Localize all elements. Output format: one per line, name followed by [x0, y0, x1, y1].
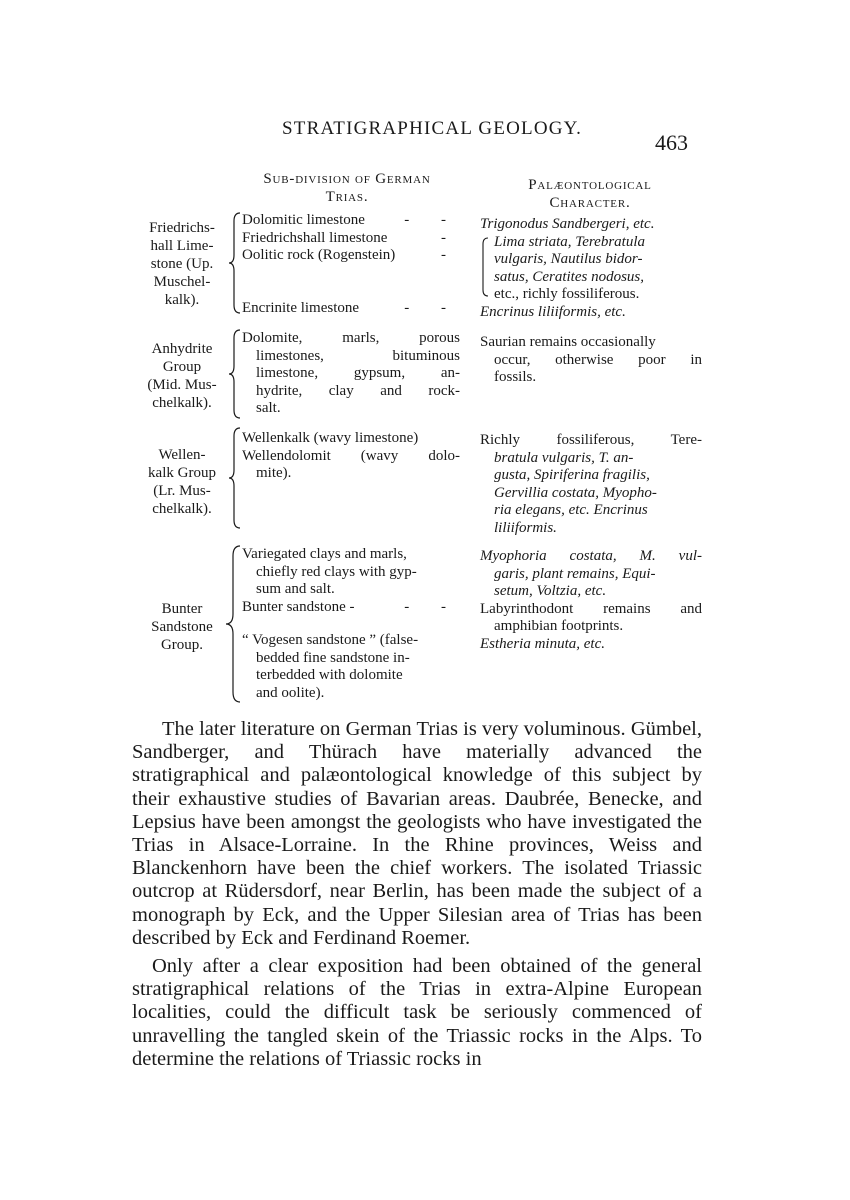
- group-name-line: Friedrichs-: [149, 220, 215, 236]
- stratum-item: sum and salt.: [256, 581, 335, 597]
- subdivision-heading-line: Sub-division of German: [263, 171, 431, 187]
- fossils-group-1: [480, 216, 702, 321]
- stratum-item: “ Vogesen sandstone ” (false-: [242, 632, 419, 648]
- strata-list-group-4: [242, 546, 460, 702]
- stratum-item: limestones, bituminous: [256, 347, 460, 364]
- group-name-line: Group.: [160, 637, 204, 653]
- left-brace-group-1: [228, 213, 242, 313]
- group-name-line: hall Lime-: [150, 238, 214, 254]
- fossil-line: Labyrinthodont remains and: [480, 600, 702, 617]
- group-name-line: (Lr. Mus-: [153, 483, 211, 499]
- palaeontological-heading-line: Palæontological: [528, 177, 652, 193]
- fossil-line: occur, otherwise poor in: [494, 351, 702, 368]
- fossil-line: Lima striata, Terebratula: [494, 233, 646, 250]
- stratum-item: Dolomite, marls, porous: [242, 330, 460, 346]
- fossil-brace-group-1: [480, 238, 490, 296]
- stratum-item: chiefly red clays with gyp-: [256, 563, 417, 580]
- fossil-line: setum, Voltzia, etc.: [494, 583, 607, 599]
- fossils-group-3: [480, 432, 702, 537]
- fossil-line: ria elegans, etc. Encrinus: [494, 502, 648, 518]
- left-brace-group-4: [224, 546, 242, 702]
- fossil-line: Trigonodus Sandbergeri, etc.: [480, 216, 655, 232]
- strata-list-group-1: [242, 212, 460, 317]
- left-brace-group-2: [228, 330, 242, 418]
- stratum-item: bedded fine sandstone in-: [256, 649, 410, 666]
- fossils-group-4: [480, 548, 702, 653]
- strata-list-group-3: [242, 430, 460, 483]
- stratum-item: Oolitic rock (Rogenstein) -: [242, 247, 460, 263]
- stratum-item: mite).: [256, 465, 292, 481]
- subdivision-column-heading: [232, 170, 462, 206]
- fossil-line: Richly fossiliferous, Tere-: [480, 432, 702, 448]
- paragraph-literature: The later literature on German Trias is very voluminous. Gümbel, Sandberger, and Thürach have materially advanced the stratigraphical and palæontological knowledge of this subject by their exhaustive studies of Bavarian areas. Daubrée, Benecke, and Lepsius have been amongst the geologists who have investigated the Trias in Alsace-Lorraine. In the Rhine provinces, Weiss and Blanckenhorn have been the chief workers. The isolated Triassic outcrop at Rüdersdorf, near Berlin, has been made the subject of a monograph by Eck, and the Upper Silesian area of Trias has been described by Eck and Ferdinand Roemer.: [132, 718, 702, 949]
- left-brace-group-3: [228, 428, 242, 528]
- palaeontological-column-heading: [480, 176, 700, 212]
- fossil-line: liliiformis.: [494, 519, 557, 536]
- fossil-line: amphibian footprints.: [494, 618, 624, 634]
- fossil-line: bratula vulgaris, T. an-: [494, 449, 634, 466]
- fossil-line: garis, plant remains, Equi-: [494, 565, 656, 582]
- page-number: 463: [655, 130, 688, 155]
- stratum-item: terbedded with dolomite: [256, 667, 403, 683]
- fossil-line: gusta, Spiriferina fragilis,: [494, 467, 650, 483]
- fossil-line: fossils.: [494, 369, 537, 385]
- fossil-line: Saurian remains occasionally: [480, 334, 656, 350]
- group-name-anhydrite: [132, 340, 232, 412]
- strata-list-group-2: [242, 330, 460, 418]
- stratum-item: salt.: [256, 400, 281, 416]
- stratum-item: limestone, gypsum, an-: [256, 365, 460, 381]
- group-name-line: chelkalk).: [152, 395, 212, 411]
- fossil-line: Estheria minuta, etc.: [480, 635, 605, 652]
- stratum-item: Encrinite limestone - -: [242, 299, 460, 316]
- running-header-title: STRATIGRAPHICAL GEOLOGY.: [282, 118, 583, 139]
- stratum-item: Variegated clays and marls,: [242, 546, 407, 562]
- stratum-item: Dolomitic limestone - -: [242, 212, 460, 228]
- stratum-item: hydrite, clay and rock-: [256, 382, 460, 399]
- fossils-group-2: [480, 334, 702, 387]
- group-name-line: Sandstone: [151, 619, 213, 635]
- fossil-line: vulgaris, Nautilus bidor-: [494, 251, 643, 267]
- group-name-bunter: [132, 600, 232, 654]
- group-name-wellenkalk: [132, 446, 232, 518]
- fossil-line: etc., richly fossiliferous.: [494, 286, 640, 302]
- stratum-item: Bunter sandstone - - -: [242, 598, 460, 615]
- group-name-line: kalk Group: [148, 465, 216, 481]
- group-name-line: Group: [162, 359, 202, 375]
- stratum-item: Wellendolomit (wavy dolo-: [242, 447, 460, 464]
- paragraph-alps: Only after a clear exposition had been obtained of the general stratigraphical relations of the Trias in extra-Alpine European localities, could the difficult task be seriously commenced of unravelling the tangled skein of the Triassic rocks in the Alps. To determine the relations of Triassic rocks in: [132, 955, 702, 1070]
- group-name-line: kalk).: [164, 292, 200, 308]
- group-name-line: stone (Up.: [150, 256, 214, 272]
- group-name-line: (Mid. Mus-: [147, 377, 217, 393]
- fossil-line: Encrinus liliiformis, etc.: [480, 303, 626, 320]
- group-name-friedrichshall: [132, 219, 232, 309]
- subdivision-heading-line: Trias.: [325, 189, 369, 205]
- palaeontological-heading-line: Character.: [549, 195, 631, 211]
- fossil-line: Myophoria costata, M. vul-: [480, 548, 702, 564]
- stratum-item: and oolite).: [256, 684, 325, 701]
- group-name-line: Wellen-: [158, 447, 206, 463]
- fossil-line: Gervillia costata, Myopho-: [494, 484, 657, 501]
- group-name-line: chelkalk).: [152, 501, 212, 517]
- body-text: [132, 718, 702, 1071]
- stratum-item: Friedrichshall limestone -: [242, 229, 460, 246]
- fossil-line: satus, Ceratites nodosus,: [494, 268, 645, 285]
- group-name-line: Anhydrite: [151, 341, 213, 357]
- stratum-item: Wellenkalk (wavy limestone): [242, 430, 419, 446]
- group-name-line: Bunter: [161, 601, 203, 617]
- group-name-line: Muschel-: [153, 274, 211, 290]
